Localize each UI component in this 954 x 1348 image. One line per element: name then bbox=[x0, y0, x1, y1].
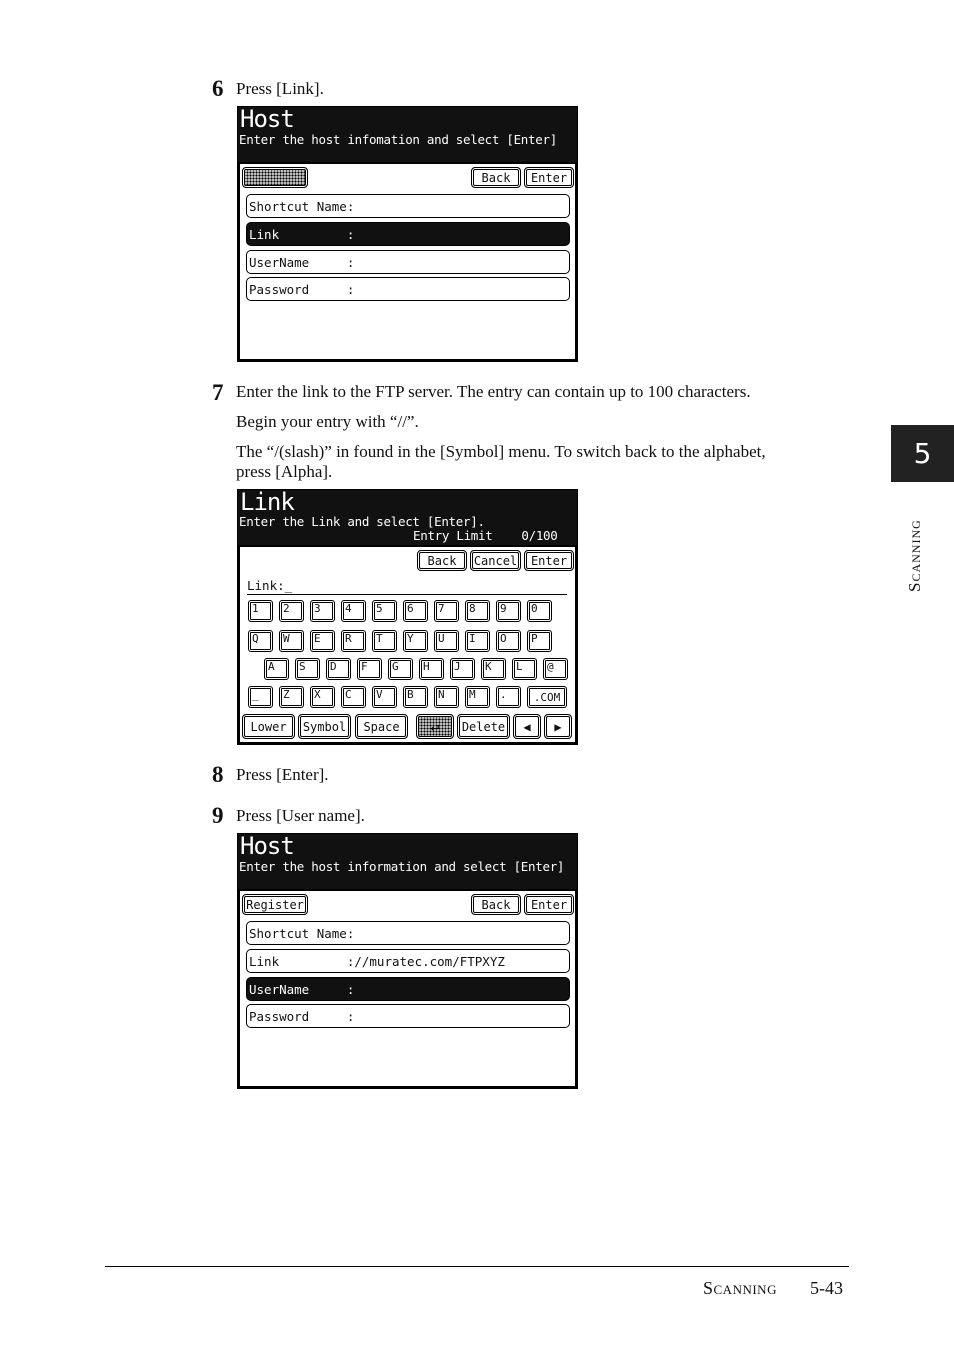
step-text: The “/(slash)” in found in the [Symbol] menu. To switch back to the alphabet, bbox=[236, 442, 766, 461]
screen-header bbox=[238, 107, 577, 162]
key-u[interactable]: U bbox=[434, 630, 459, 652]
screen-header bbox=[238, 490, 577, 545]
username-field[interactable]: UserName : bbox=[246, 977, 570, 1001]
step-text: Enter the link to the FTP server. The entry can contain up to 100 characters. bbox=[236, 382, 751, 401]
password-field[interactable]: Password : bbox=[246, 277, 570, 301]
screen-title: Link bbox=[240, 488, 294, 516]
key-v[interactable]: V bbox=[372, 686, 397, 708]
footer-rule bbox=[105, 1266, 849, 1267]
shortcut-name-field[interactable]: Shortcut Name: bbox=[246, 921, 570, 945]
key-x[interactable]: X bbox=[310, 686, 335, 708]
key-a[interactable]: A bbox=[264, 658, 289, 680]
key-j[interactable]: J bbox=[450, 658, 475, 680]
space-button[interactable]: Space bbox=[355, 714, 408, 739]
register-button[interactable] bbox=[242, 167, 308, 188]
key-l[interactable]: L bbox=[512, 658, 537, 680]
chapter-tab: 5 bbox=[891, 425, 954, 482]
link-screen bbox=[237, 489, 578, 745]
step-number: 6 bbox=[212, 76, 224, 101]
key-p[interactable]: P bbox=[527, 630, 552, 652]
key-8[interactable]: 8 bbox=[465, 600, 490, 622]
link-input[interactable]: Link:_ bbox=[247, 578, 567, 595]
side-section-label: Scanning bbox=[905, 519, 924, 592]
key-i[interactable]: I bbox=[465, 630, 490, 652]
key-5[interactable]: 5 bbox=[372, 600, 397, 622]
return-key[interactable] bbox=[416, 714, 454, 739]
link-field[interactable]: Link ://muratec.com/FTPXYZ bbox=[246, 949, 570, 973]
key-3[interactable]: 3 bbox=[310, 600, 335, 622]
key-7[interactable]: 7 bbox=[434, 600, 459, 622]
enter-button[interactable]: Enter bbox=[524, 167, 574, 188]
return-icon: ↵ bbox=[430, 718, 440, 735]
key-h[interactable]: H bbox=[419, 658, 444, 680]
enter-button[interactable]: Enter bbox=[524, 550, 574, 571]
page-number: 5-43 bbox=[810, 1278, 843, 1298]
key-z[interactable]: Z bbox=[279, 686, 304, 708]
screen-header bbox=[238, 834, 577, 889]
key-dotcom[interactable]: .COM bbox=[527, 686, 567, 708]
left-arrow-button[interactable] bbox=[513, 714, 541, 739]
lower-button[interactable]: Lower bbox=[242, 714, 295, 739]
screen-body bbox=[238, 545, 577, 744]
step-text: Press [Enter]. bbox=[236, 765, 329, 784]
key-d[interactable]: D bbox=[326, 658, 351, 680]
key-9[interactable]: 9 bbox=[496, 600, 521, 622]
link-field[interactable]: Link : bbox=[246, 222, 570, 246]
key-o[interactable]: O bbox=[496, 630, 521, 652]
cancel-button[interactable]: Cancel bbox=[470, 550, 521, 571]
shortcut-name-field[interactable]: Shortcut Name: bbox=[246, 194, 570, 218]
key-0[interactable]: 0 bbox=[527, 600, 552, 622]
step-number: 8 bbox=[212, 762, 224, 787]
step-text: press [Alpha]. bbox=[236, 462, 333, 481]
host-screen bbox=[237, 106, 578, 362]
step-text: Begin your entry with “//”. bbox=[236, 412, 419, 431]
key-e[interactable]: E bbox=[310, 630, 335, 652]
key-underscore[interactable]: _ bbox=[248, 686, 273, 708]
key-6[interactable]: 6 bbox=[403, 600, 428, 622]
back-button[interactable]: Back bbox=[471, 894, 521, 915]
key-period[interactable]: . bbox=[496, 686, 521, 708]
key-q[interactable]: Q bbox=[248, 630, 273, 652]
enter-button[interactable]: Enter bbox=[524, 894, 574, 915]
key-n[interactable]: N bbox=[434, 686, 459, 708]
step-text: Press [User name]. bbox=[236, 806, 365, 825]
key-at[interactable]: @ bbox=[543, 658, 568, 680]
screen-title: Host bbox=[240, 832, 294, 860]
screen-subtitle: Enter the Link and select [Enter]. bbox=[239, 514, 485, 529]
username-field[interactable]: UserName : bbox=[246, 250, 570, 274]
screen-body bbox=[238, 162, 577, 361]
key-w[interactable]: W bbox=[279, 630, 304, 652]
delete-button[interactable]: Delete bbox=[457, 714, 510, 739]
left-arrow-icon: ◀ bbox=[523, 719, 531, 734]
key-k[interactable]: K bbox=[481, 658, 506, 680]
host-screen-filled bbox=[237, 833, 578, 1089]
register-button[interactable]: Register bbox=[242, 894, 308, 915]
entry-limit: Entry Limit 0/100 bbox=[413, 528, 558, 543]
back-button[interactable]: Back bbox=[471, 167, 521, 188]
key-4[interactable]: 4 bbox=[341, 600, 366, 622]
key-s[interactable]: S bbox=[295, 658, 320, 680]
key-y[interactable]: Y bbox=[403, 630, 428, 652]
step-text: Press [Link]. bbox=[236, 79, 324, 98]
screen-title: Host bbox=[240, 105, 294, 133]
key-2[interactable]: 2 bbox=[279, 600, 304, 622]
screen-body bbox=[238, 889, 577, 1088]
screen-subtitle: Enter the host information and select [Enter] bbox=[239, 859, 565, 874]
key-1[interactable]: 1 bbox=[248, 600, 273, 622]
password-field[interactable]: Password : bbox=[246, 1004, 570, 1028]
step-number: 7 bbox=[212, 380, 224, 405]
key-b[interactable]: B bbox=[403, 686, 428, 708]
screen-subtitle: Enter the host infomation and select [Enter] bbox=[239, 132, 557, 147]
key-c[interactable]: C bbox=[341, 686, 366, 708]
key-m[interactable]: M bbox=[465, 686, 490, 708]
footer-section: Scanning bbox=[703, 1278, 777, 1298]
symbol-button[interactable]: Symbol bbox=[298, 714, 351, 739]
key-r[interactable]: R bbox=[341, 630, 366, 652]
step-number: 9 bbox=[212, 803, 224, 828]
key-g[interactable]: G bbox=[388, 658, 413, 680]
key-t[interactable]: T bbox=[372, 630, 397, 652]
right-arrow-button[interactable] bbox=[544, 714, 572, 739]
back-button[interactable]: Back bbox=[417, 550, 467, 571]
key-f[interactable]: F bbox=[357, 658, 382, 680]
right-arrow-icon: ▶ bbox=[554, 719, 562, 734]
